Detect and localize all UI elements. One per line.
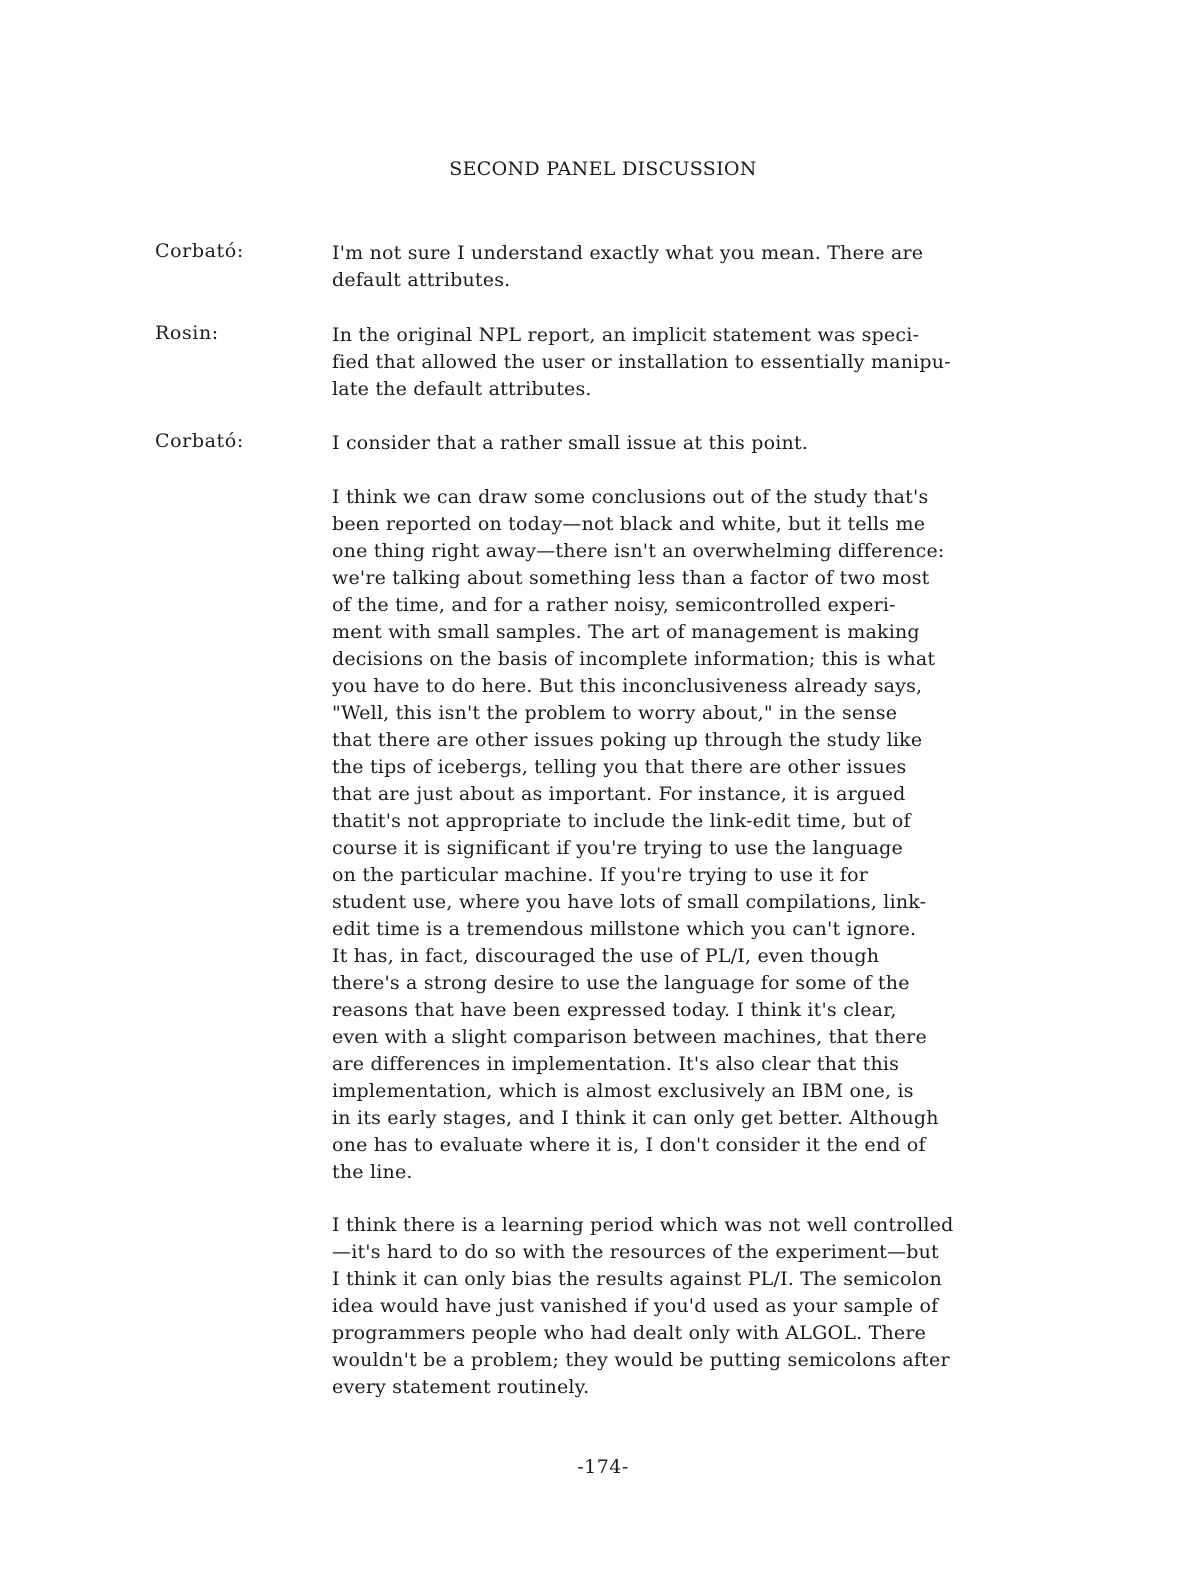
text-line: I'm not sure I understand exactly what you mean. There are bbox=[332, 242, 924, 264]
text-line: fied that allowed the user or installation to essentially manipu- bbox=[332, 351, 951, 373]
text-line: course it is significant if you're trying to use the language bbox=[332, 837, 903, 859]
dialogue-text bbox=[332, 430, 808, 457]
text-line: default attributes. bbox=[332, 269, 511, 291]
page-title: SECOND PANEL DISCUSSION bbox=[449, 158, 757, 180]
text-line: late the default attributes. bbox=[332, 378, 592, 400]
paragraph bbox=[332, 484, 945, 1186]
page-number: -174- bbox=[577, 1456, 629, 1478]
text-line: edit time is a tremendous millstone which you can't ignore. bbox=[332, 918, 917, 940]
speaker-label: Corbató: bbox=[155, 430, 244, 452]
text-line: are differences in implementation. It's also clear that this bbox=[332, 1053, 900, 1075]
text-line: student use, where you have lots of small compilations, link- bbox=[332, 891, 927, 913]
text-line: ment with small samples. The art of management is making bbox=[332, 621, 920, 643]
text-line: "Well, this isn't the problem to worry about," in the sense bbox=[332, 702, 898, 724]
text-line: I think there is a learning period which was not well controlled bbox=[332, 1214, 954, 1236]
text-line: on the particular machine. If you're trying to use it for bbox=[332, 864, 869, 886]
text-line: I consider that a rather small issue at this point. bbox=[332, 432, 809, 454]
text-line: one has to evaluate where it is, I don't consider it the end of bbox=[332, 1134, 926, 1156]
text-line: implementation, which is almost exclusively an IBM one, is bbox=[332, 1080, 914, 1102]
text-line: that there are other issues poking up through the study like bbox=[332, 729, 923, 751]
text-line: wouldn't be a problem; they would be putting semicolons after bbox=[332, 1349, 950, 1371]
text-line: I think it can only bias the results against PL/I. The semicolon bbox=[332, 1268, 942, 1290]
text-line: in its early stages, and I think it can only get better. Although bbox=[332, 1107, 939, 1129]
text-line: thatit's not appropriate to include the link-edit time, but of bbox=[332, 810, 911, 832]
text-line: In the original NPL report, an implicit statement was speci- bbox=[332, 324, 920, 346]
dialogue-text bbox=[332, 240, 923, 294]
dialogue-text bbox=[332, 322, 951, 403]
text-line: even with a slight comparison between machines, that there bbox=[332, 1026, 927, 1048]
text-line: that are just about as important. For instance, it is argued bbox=[332, 783, 906, 805]
text-line: the tips of icebergs, telling you that there are other issues bbox=[332, 756, 907, 778]
text-line: reasons that have been expressed today. I think it's clear, bbox=[332, 999, 897, 1021]
text-line: been reported on today—not black and white, but it tells me bbox=[332, 513, 926, 535]
text-line: —it's hard to do so with the resources of the experiment—but bbox=[332, 1241, 939, 1263]
text-line: It has, in fact, discouraged the use of PL/I, even though bbox=[332, 945, 880, 967]
text-line: you have to do here. But this inconclusiveness already says, bbox=[332, 675, 923, 697]
speaker-label: Rosin: bbox=[155, 322, 219, 344]
text-line: the line. bbox=[332, 1161, 413, 1183]
paragraph bbox=[332, 1212, 953, 1401]
text-line: there's a strong desire to use the language for some of the bbox=[332, 972, 910, 994]
text-line: decisions on the basis of incomplete information; this is what bbox=[332, 648, 936, 670]
text-line: one thing right away—there isn't an overwhelming difference: bbox=[332, 540, 945, 562]
text-line: every statement routinely. bbox=[332, 1376, 590, 1398]
text-line: we're talking about something less than a factor of two most bbox=[332, 567, 930, 589]
text-line: programmers people who had dealt only with ALGOL. There bbox=[332, 1322, 927, 1344]
text-line: I think we can draw some conclusions out of the study that's bbox=[332, 486, 929, 508]
text-line: of the time, and for a rather noisy, semicontrolled experi- bbox=[332, 594, 896, 616]
text-line: idea would have just vanished if you'd used as your sample of bbox=[332, 1295, 939, 1317]
speaker-label: Corbató: bbox=[155, 240, 244, 262]
